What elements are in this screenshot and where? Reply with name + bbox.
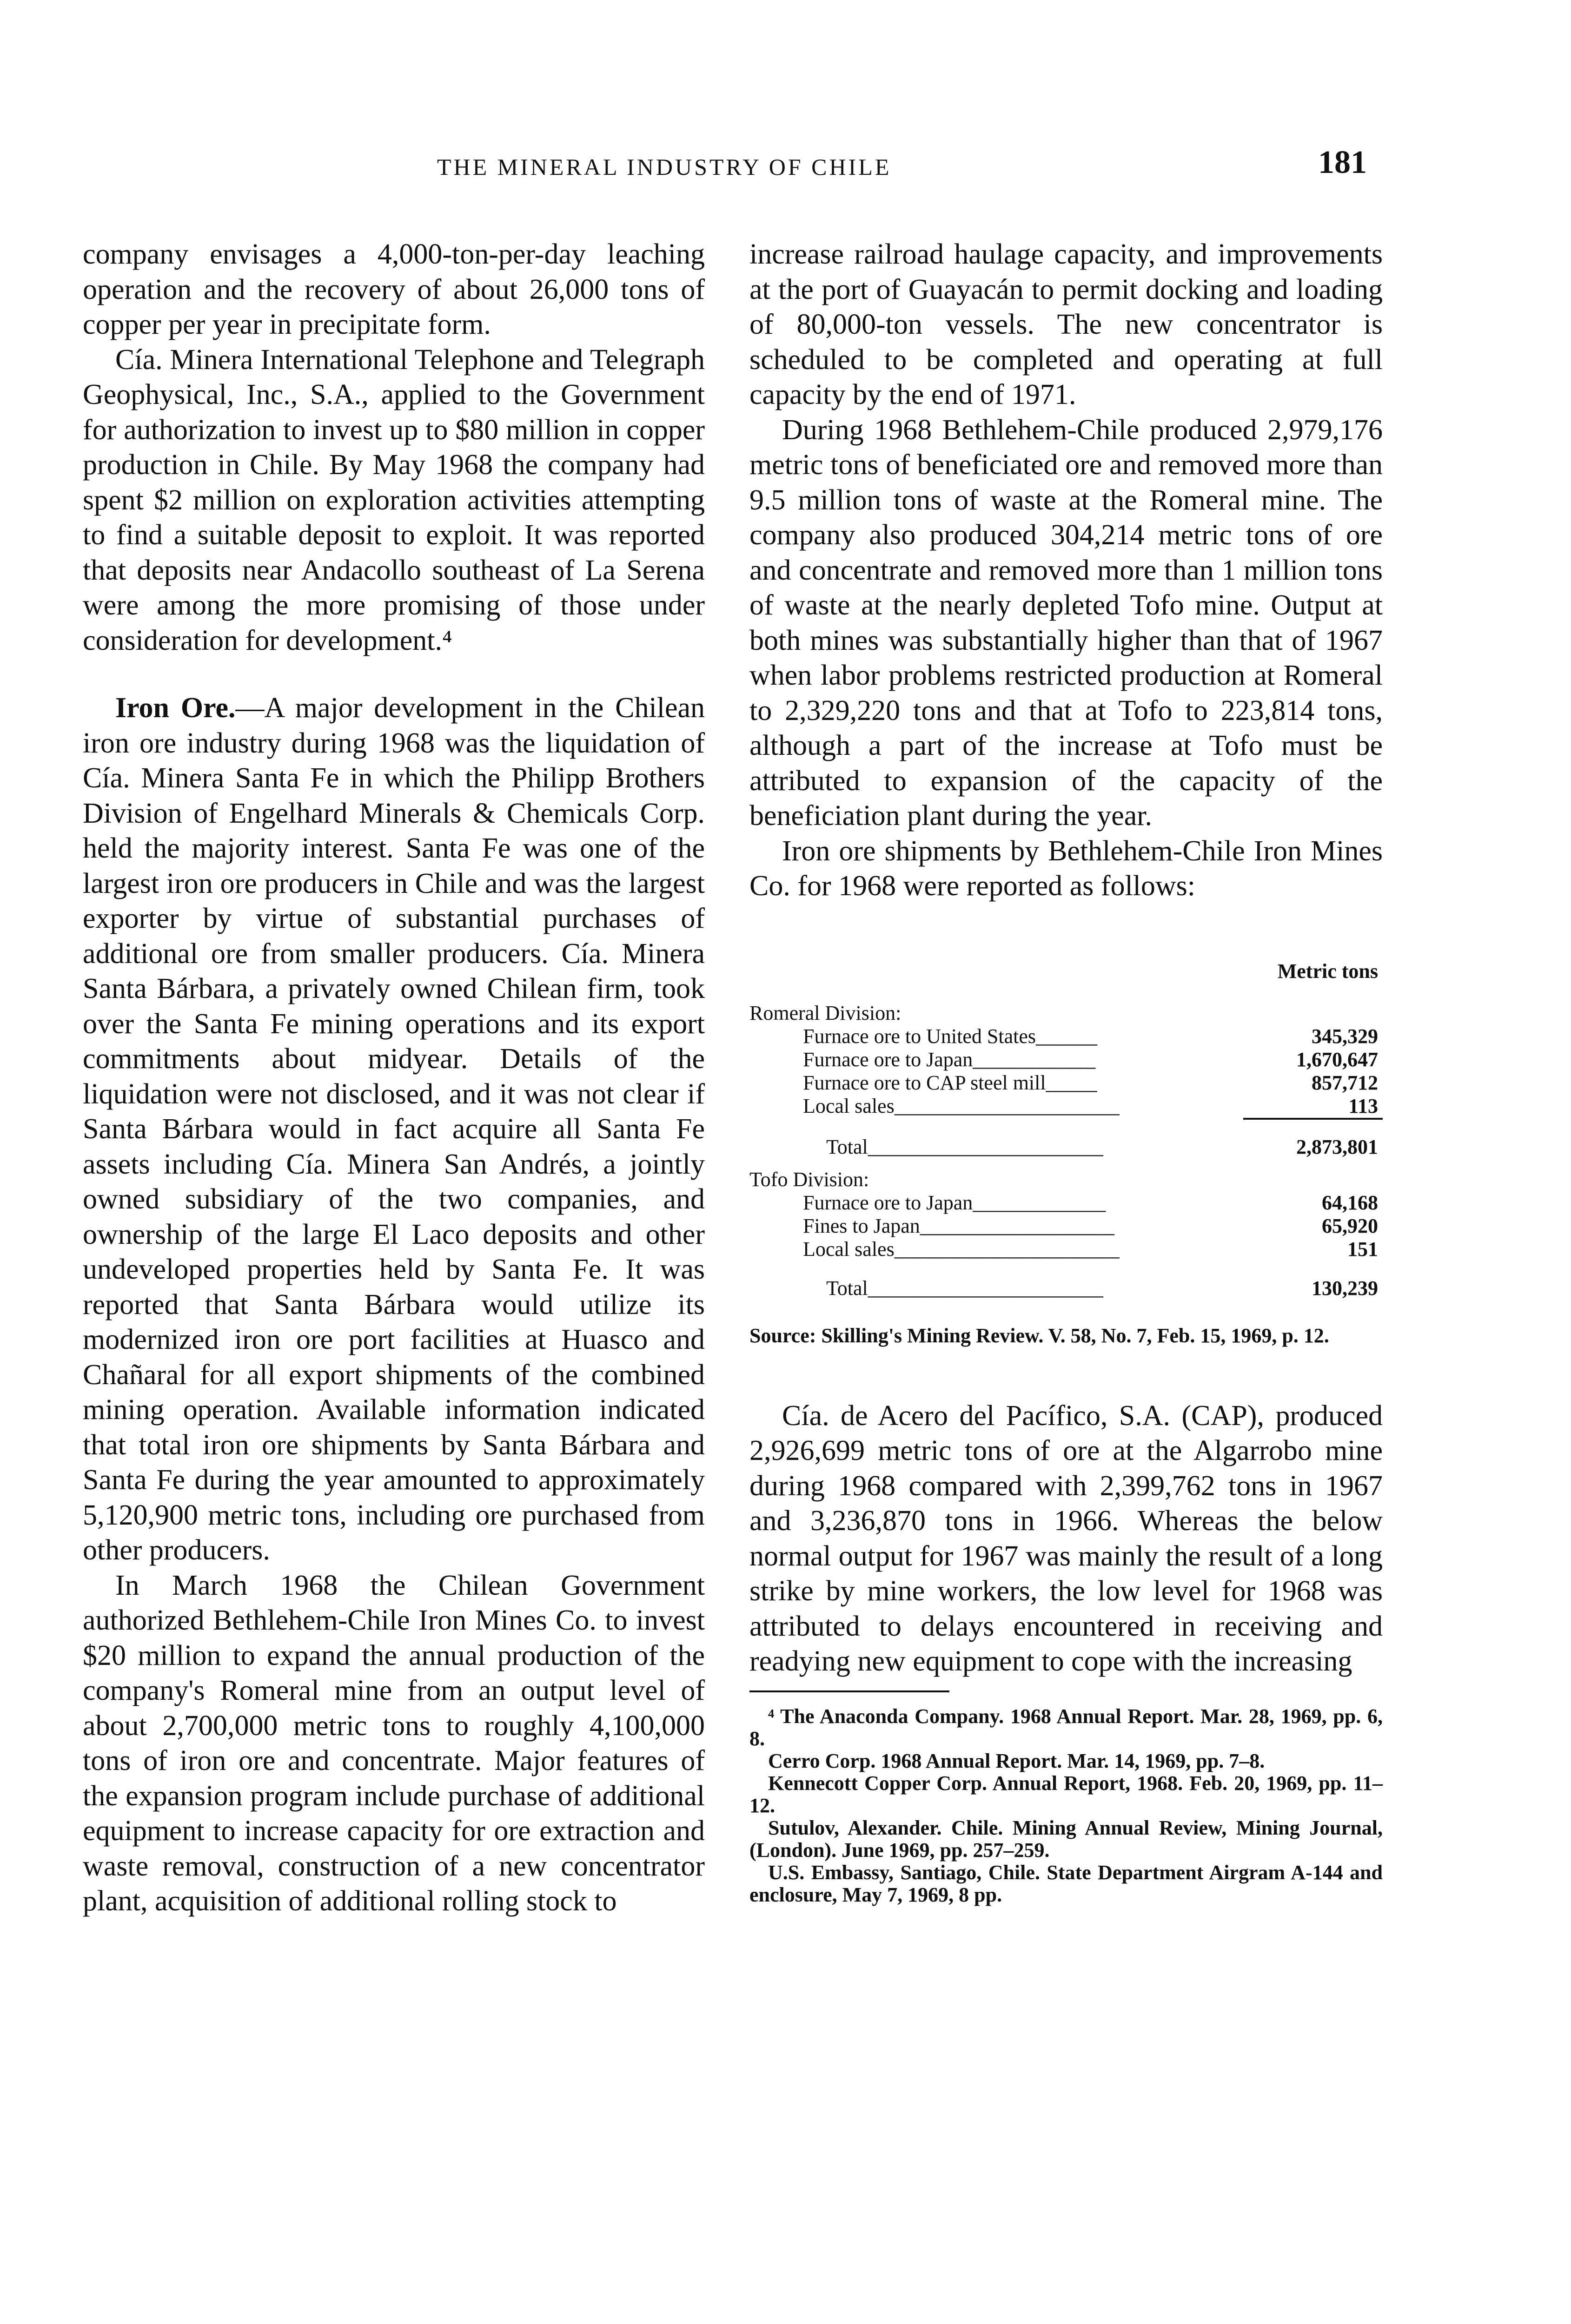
right-column (749, 237, 1383, 1906)
shipments-table (749, 960, 1383, 1347)
table-row (749, 1238, 1383, 1261)
left-column (83, 237, 705, 1919)
row-label: Furnace ore to United States______ (803, 1024, 1097, 1048)
row-value: 1,670,647 (1296, 1048, 1378, 1071)
row-value: 345,329 (1312, 1024, 1378, 1048)
table-column-header: Metric tons (1277, 959, 1378, 983)
left-paragraph-2: Cía. Minera International Telephone and Telegraph Geophysical, Inc., S.A., applied to the Government for authorization to invest up to $80 million in copper production in Chile. By May 1968 the company had spent $2 million on exploration activities attempting to find a suitable deposit to exploit. It was reported that deposits near Andacollo southeast of La Serena were among the more promising of those under consideration for development.⁴ (83, 343, 705, 656)
row-value: 151 (1347, 1237, 1378, 1261)
right-paragraph-1: increase railroad haulage capacity, and improvements at the port of Guayacán to permit docking and loading of 80,000-ton vessels. The new concentrator is scheduled to be completed and operating at full capacity by the end of 1971. (749, 238, 1383, 410)
footnote-rule (749, 1690, 949, 1692)
footnote: U.S. Embassy, Santiago, Chile. State Department Airgram A-144 and enclosure, May 7, 1969, 8 pp. (749, 1861, 1383, 1906)
row-label: Furnace ore to CAP steel mill_____ (803, 1071, 1097, 1094)
row-label: Fines to Japan___________________ (803, 1214, 1114, 1237)
total-label: Total_______________________ (826, 1135, 1103, 1158)
total-value: 2,873,801 (1296, 1135, 1378, 1158)
row-value: 64,168 (1322, 1191, 1378, 1214)
running-title: THE MINERAL INDUSTRY OF CHILE (437, 154, 892, 180)
table-row (749, 1095, 1383, 1118)
row-value: 857,712 (1312, 1071, 1378, 1094)
table-division-romeral (749, 1002, 1383, 1025)
footnote: Sutulov, Alexander. Chile. Mining Annual Review, Mining Journal, (London). June 1969, pp. 257–259. (749, 1816, 1383, 1862)
row-label: Local sales______________________ (803, 1237, 1120, 1261)
total-label: Total_______________________ (826, 1276, 1103, 1300)
page-header (0, 144, 1571, 186)
table-row (749, 1025, 1383, 1048)
table-row (749, 1191, 1383, 1215)
row-value: 65,920 (1322, 1214, 1378, 1237)
row-value: 113 (1348, 1094, 1378, 1117)
footnote: ⁴ The Anaconda Company. 1968 Annual Report. Mar. 28, 1969, pp. 6, 8. (749, 1704, 1383, 1750)
right-paragraph-2: During 1968 Bethlehem-Chile produced 2,979,176 metric tons of beneficiated ore and removed more than 9.5 million tons of waste at the Romeral mine. The company also produced 304,214 metric tons of ore and concentrate and removed more than 1 million tons of waste at the nearly depleted Tofo mine. Output at both mines was substantially higher than that of 1967 when labor problems restricted production at Romeral to 2,329,220 tons and that at Tofo to 223,814 tons, although a part of the increase at Tofo must be attributed to expansion of the capacity of the beneficiation plant during the year. (749, 414, 1383, 832)
iron-ore-body: —A major development in the Chilean iron ore industry during 1968 was the liquidation of Cía. Minera Santa Fe in which the Philipp Brothers Division of Engelhard Minerals & Chemicals Corp. held the majority interest. Santa Fe was one of the largest iron ore producers in Chile and was the largest exporter by virtue of substantial purchases of additional ore from smaller producers. Cía. Minera Santa Bárbara, a privately owned Chilean firm, took over the Santa Fe mining operations and its export commitments about midyear. Details of the liquidation were not disclosed, and it was not clear if Santa Bárbara would in fact acquire all Santa Fe assets including Cía. Minera San Andrés, a jointly owned subsidiary of the two companies, and ownership of the large El Laco deposits and other undeveloped properties held by Santa Fe. It was reported that Santa Bárbara would utilize its modernized iron ore port facilities at Huasco and Chañaral for all export shipments of the combined mining operation. Available information indicated that total iron ore shipments by Santa Bárbara and Santa Fe during the year amounted to approximately 5,120,900 metric tons, including ore purchased from other producers. (83, 692, 705, 1566)
left-paragraph-1: company envisages a 4,000-ton-per-day leaching operation and the recovery of about 26,000 tons of copper per year in precipitate form. (83, 238, 705, 340)
table-row (749, 1048, 1383, 1071)
right-paragraph-4: Cía. de Acero del Pacífico, S.A. (CAP), produced 2,926,699 metric tons of ore at the Algarrobo mine during 1968 compared with 2,399,762 tons in 1967 and 3,236,870 tons in 1966. Whereas the below normal output for 1967 was mainly the result of a long strike by mine workers, the low level for 1968 was attributed to delays encountered in receiving and readying new equipment to cope with the increasing (749, 1400, 1383, 1677)
right-paragraph-3: Iron ore shipments by Bethlehem-Chile Iron Mines Co. for 1968 were reported as follows: (749, 835, 1383, 902)
table-division-tofo (749, 1168, 1383, 1191)
total-value: 130,239 (1312, 1276, 1378, 1300)
left-paragraph-4: In March 1968 the Chilean Government authorized Bethlehem-Chile Iron Mines Co. to invest $20 million to expand the annual production of the company's Romeral mine from an output level of about 2,700,000 metric tons to roughly 4,100,000 tons of iron ore and concentrate. Major features of the expansion program include purchase of additional equipment to increase capacity for ore extraction and waste removal, construction of a new concentrator plant, acquisition of additional rolling stock to (83, 1569, 705, 1917)
row-label: Furnace ore to Japan_____________ (803, 1191, 1106, 1214)
row-label: Local sales______________________ (803, 1094, 1120, 1117)
page-number: 181 (1318, 145, 1367, 180)
row-label: Furnace ore to Japan____________ (803, 1048, 1096, 1071)
division-label: Tofo Division: (749, 1168, 869, 1191)
table-total-row (749, 1136, 1383, 1159)
footnotes (749, 1705, 1383, 1906)
left-paragraph-iron-ore (83, 691, 705, 1568)
table-row (749, 1071, 1383, 1095)
footnote: Cerro Corp. 1968 Annual Report. Mar. 14, 1969, pp. 7–8. (768, 1749, 1265, 1772)
total-rule (1243, 1118, 1383, 1120)
footnote: Kennecott Copper Corp. Annual Report, 1968. Feb. 20, 1969, pp. 11–12. (749, 1771, 1383, 1817)
table-source: Source: Skilling's Mining Review. V. 58, No. 7, Feb. 15, 1969, p. 12. (749, 1324, 1329, 1347)
table-total-row (749, 1277, 1383, 1300)
iron-ore-heading: Iron Ore. (115, 692, 236, 724)
table-row (749, 1215, 1383, 1238)
division-label: Romeral Division: (749, 1001, 902, 1024)
